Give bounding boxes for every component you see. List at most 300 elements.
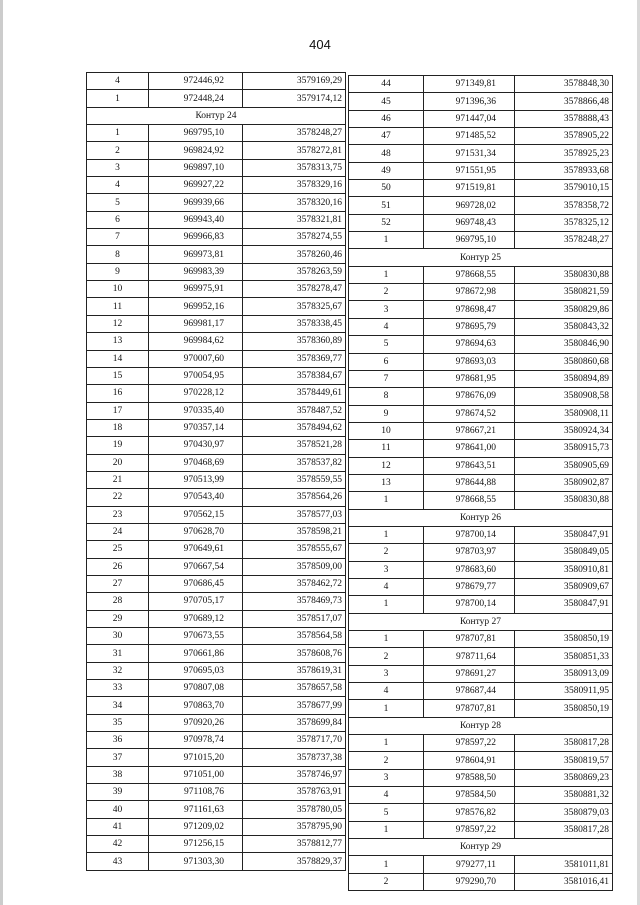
point-number-cell: 2 (87, 142, 149, 159)
y-coordinate-cell: 3578598,21 (243, 523, 346, 540)
table-row (87, 628, 346, 645)
y-coordinate-cell: 3580847,91 (515, 526, 613, 543)
x-coordinate-cell: 971551,95 (424, 162, 515, 179)
x-coordinate-cell: 978695,79 (424, 318, 515, 335)
y-coordinate-cell: 3578325,67 (243, 298, 346, 315)
y-coordinate-cell: 3578384,67 (243, 367, 346, 384)
x-coordinate-cell: 971051,00 (149, 766, 243, 783)
table-row (349, 578, 613, 595)
point-number-cell: 1 (349, 526, 424, 543)
x-coordinate-cell: 969952,16 (149, 298, 243, 315)
y-coordinate-cell: 3578248,27 (515, 232, 613, 249)
point-number-cell: 10 (349, 422, 424, 439)
table-row (87, 610, 346, 627)
table-row (349, 318, 613, 335)
point-number-cell: 44 (349, 76, 424, 93)
y-coordinate-cell: 3578369,77 (243, 350, 346, 367)
point-number-cell: 2 (349, 752, 424, 769)
x-coordinate-cell: 978691,27 (424, 665, 515, 682)
table-row (87, 471, 346, 488)
table-row (87, 246, 346, 263)
table-row (87, 662, 346, 679)
y-coordinate-cell: 3580830,88 (515, 492, 613, 509)
table-row (87, 523, 346, 540)
y-coordinate-cell: 3578699,84 (243, 714, 346, 731)
table-row (349, 526, 613, 543)
y-coordinate-cell: 3578564,26 (243, 489, 346, 506)
point-number-cell: 1 (349, 266, 424, 283)
point-number-cell: 5 (87, 194, 149, 211)
table-row (349, 873, 613, 890)
contour-header-row (87, 107, 346, 124)
table-row (349, 544, 613, 561)
point-number-cell: 42 (87, 836, 149, 853)
y-coordinate-cell: 3578888,43 (515, 110, 613, 127)
table-row (349, 162, 613, 179)
table-row (87, 177, 346, 194)
table-row (87, 125, 346, 142)
point-number-cell: 11 (87, 298, 149, 315)
table-row (349, 631, 613, 648)
point-number-cell: 43 (87, 853, 149, 870)
y-coordinate-cell: 3580905,69 (515, 457, 613, 474)
y-coordinate-cell: 3578848,30 (515, 76, 613, 93)
point-number-cell: 6 (349, 353, 424, 370)
y-coordinate-cell: 3578494,62 (243, 419, 346, 436)
x-coordinate-cell: 970228,12 (149, 385, 243, 402)
contour-header-row (349, 509, 613, 526)
point-number-cell: 3 (87, 159, 149, 176)
x-coordinate-cell: 970335,40 (149, 402, 243, 419)
x-coordinate-cell: 978674,52 (424, 405, 515, 422)
point-number-cell: 41 (87, 818, 149, 835)
coordinates-table-left (86, 72, 346, 871)
point-number-cell: 4 (349, 787, 424, 804)
point-number-cell: 8 (349, 388, 424, 405)
point-number-cell: 4 (349, 578, 424, 595)
x-coordinate-cell: 971015,20 (149, 749, 243, 766)
point-number-cell: 39 (87, 784, 149, 801)
y-coordinate-cell: 3578449,61 (243, 385, 346, 402)
y-coordinate-cell: 3578717,70 (243, 732, 346, 749)
point-number-cell: 4 (87, 177, 149, 194)
y-coordinate-cell: 3580817,28 (515, 735, 613, 752)
y-coordinate-cell: 3578608,76 (243, 645, 346, 662)
y-coordinate-cell: 3578677,99 (243, 697, 346, 714)
table-row (349, 110, 613, 127)
y-coordinate-cell: 3580924,34 (515, 422, 613, 439)
point-number-cell: 51 (349, 197, 424, 214)
table-row (87, 697, 346, 714)
y-coordinate-cell: 3578338,45 (243, 315, 346, 332)
y-coordinate-cell: 3580911,95 (515, 683, 613, 700)
x-coordinate-cell: 970468,69 (149, 454, 243, 471)
table-row (349, 752, 613, 769)
table-row (87, 575, 346, 592)
x-coordinate-cell: 972446,92 (149, 73, 243, 90)
table-row (349, 76, 613, 93)
point-number-cell: 23 (87, 506, 149, 523)
x-coordinate-cell: 978711,64 (424, 648, 515, 665)
point-number-cell: 47 (349, 128, 424, 145)
table-row (87, 194, 346, 211)
point-number-cell: 19 (87, 437, 149, 454)
table-row (87, 784, 346, 801)
table-row (349, 700, 613, 717)
x-coordinate-cell: 969973,81 (149, 246, 243, 263)
point-number-cell: 16 (87, 385, 149, 402)
x-coordinate-cell: 971519,81 (424, 180, 515, 197)
y-coordinate-cell: 3578657,58 (243, 680, 346, 697)
contour-title: Контур 27 (349, 613, 613, 630)
x-coordinate-cell: 970673,55 (149, 628, 243, 645)
point-number-cell: 1 (87, 90, 149, 107)
y-coordinate-cell: 3580847,91 (515, 596, 613, 613)
point-number-cell: 3 (349, 561, 424, 578)
contour-title: Контур 29 (349, 839, 613, 856)
point-number-cell: 21 (87, 471, 149, 488)
point-number-cell: 30 (87, 628, 149, 645)
y-coordinate-cell: 3580851,33 (515, 648, 613, 665)
x-coordinate-cell: 971209,02 (149, 818, 243, 835)
scan-edge-left (0, 0, 3, 905)
coordinates-table-right (348, 75, 613, 891)
table-row (349, 440, 613, 457)
y-coordinate-cell: 3580860,68 (515, 353, 613, 370)
table-row (349, 388, 613, 405)
x-coordinate-cell: 970562,15 (149, 506, 243, 523)
table-row (87, 263, 346, 280)
x-coordinate-cell: 978700,14 (424, 596, 515, 613)
page-number: 404 (309, 37, 331, 52)
point-number-cell: 46 (349, 110, 424, 127)
contour-title: Контур 26 (349, 509, 613, 526)
x-coordinate-cell: 970649,61 (149, 541, 243, 558)
table-row (349, 301, 613, 318)
x-coordinate-cell: 970543,40 (149, 489, 243, 506)
table-row (87, 766, 346, 783)
y-coordinate-cell: 3578278,47 (243, 281, 346, 298)
y-coordinate-cell: 3578555,67 (243, 541, 346, 558)
y-coordinate-cell: 3578517,07 (243, 610, 346, 627)
x-coordinate-cell: 978644,88 (424, 474, 515, 491)
table-row (87, 506, 346, 523)
y-coordinate-cell: 3578933,68 (515, 162, 613, 179)
y-coordinate-cell: 3580915,73 (515, 440, 613, 457)
x-coordinate-cell: 971447,04 (424, 110, 515, 127)
y-coordinate-cell: 3578325,12 (515, 214, 613, 231)
point-number-cell: 37 (87, 749, 149, 766)
point-number-cell: 1 (349, 821, 424, 838)
x-coordinate-cell: 978703,97 (424, 544, 515, 561)
point-number-cell: 34 (87, 697, 149, 714)
y-coordinate-cell: 3581016,41 (515, 873, 613, 890)
y-coordinate-cell: 3578260,46 (243, 246, 346, 263)
point-number-cell: 40 (87, 801, 149, 818)
point-number-cell: 27 (87, 575, 149, 592)
x-coordinate-cell: 969728,02 (424, 197, 515, 214)
table-row (349, 266, 613, 283)
table-row (87, 749, 346, 766)
y-coordinate-cell: 3578905,22 (515, 128, 613, 145)
table-row (349, 856, 613, 873)
y-coordinate-cell: 3578358,72 (515, 197, 613, 214)
point-number-cell: 48 (349, 145, 424, 162)
contour-header-row (349, 717, 613, 734)
point-number-cell: 1 (349, 856, 424, 873)
x-coordinate-cell: 969943,40 (149, 211, 243, 228)
y-coordinate-cell: 3578812,77 (243, 836, 346, 853)
x-coordinate-cell: 972448,24 (149, 90, 243, 107)
point-number-cell: 29 (87, 610, 149, 627)
table-row (349, 769, 613, 786)
y-coordinate-cell: 3580846,90 (515, 336, 613, 353)
table-row (87, 437, 346, 454)
table-row (349, 405, 613, 422)
y-coordinate-cell: 3578564,58 (243, 628, 346, 645)
table-row (87, 159, 346, 176)
table-row (349, 492, 613, 509)
y-coordinate-cell: 3578763,91 (243, 784, 346, 801)
x-coordinate-cell: 978694,63 (424, 336, 515, 353)
x-coordinate-cell: 978604,91 (424, 752, 515, 769)
point-number-cell: 38 (87, 766, 149, 783)
table-row (87, 333, 346, 350)
point-number-cell: 4 (349, 683, 424, 700)
point-number-cell: 14 (87, 350, 149, 367)
y-coordinate-cell: 3578780,05 (243, 801, 346, 818)
point-number-cell: 12 (349, 457, 424, 474)
y-coordinate-cell: 3578487,52 (243, 402, 346, 419)
y-coordinate-cell: 3580879,03 (515, 804, 613, 821)
y-coordinate-cell: 3580902,87 (515, 474, 613, 491)
point-number-cell: 3 (349, 665, 424, 682)
y-coordinate-cell: 3578462,72 (243, 575, 346, 592)
x-coordinate-cell: 979277,11 (424, 856, 515, 873)
y-coordinate-cell: 3580881,32 (515, 787, 613, 804)
table-row (349, 821, 613, 838)
point-number-cell: 7 (87, 229, 149, 246)
point-number-cell: 1 (349, 700, 424, 717)
x-coordinate-cell: 978698,47 (424, 301, 515, 318)
y-coordinate-cell: 3578469,73 (243, 593, 346, 610)
point-number-cell: 9 (349, 405, 424, 422)
table-row (87, 402, 346, 419)
point-number-cell: 5 (349, 804, 424, 821)
table-row (87, 732, 346, 749)
x-coordinate-cell: 978681,95 (424, 370, 515, 387)
contour-title: Контур 24 (87, 107, 346, 124)
point-number-cell: 2 (349, 284, 424, 301)
contour-header-row (349, 613, 613, 630)
point-number-cell: 45 (349, 93, 424, 110)
point-number-cell: 20 (87, 454, 149, 471)
table-row (87, 853, 346, 870)
x-coordinate-cell: 969795,10 (424, 232, 515, 249)
contour-header-row (349, 839, 613, 856)
x-coordinate-cell: 970628,70 (149, 523, 243, 540)
point-number-cell: 1 (349, 232, 424, 249)
coordinates-table-left-body (87, 73, 346, 871)
point-number-cell: 25 (87, 541, 149, 558)
x-coordinate-cell: 978584,50 (424, 787, 515, 804)
table-row (87, 836, 346, 853)
x-coordinate-cell: 971349,81 (424, 76, 515, 93)
y-coordinate-cell: 3578746,97 (243, 766, 346, 783)
x-coordinate-cell: 970705,17 (149, 593, 243, 610)
x-coordinate-cell: 978643,51 (424, 457, 515, 474)
y-coordinate-cell: 3580849,05 (515, 544, 613, 561)
point-number-cell: 12 (87, 315, 149, 332)
x-coordinate-cell: 970807,08 (149, 680, 243, 697)
point-number-cell: 1 (87, 125, 149, 142)
x-coordinate-cell: 970513,99 (149, 471, 243, 488)
table-row (349, 457, 613, 474)
table-row (87, 142, 346, 159)
table-row (349, 128, 613, 145)
x-coordinate-cell: 969983,39 (149, 263, 243, 280)
table-row (87, 73, 346, 90)
x-coordinate-cell: 969966,83 (149, 229, 243, 246)
x-coordinate-cell: 978588,50 (424, 769, 515, 786)
x-coordinate-cell: 969897,10 (149, 159, 243, 176)
x-coordinate-cell: 970357,14 (149, 419, 243, 436)
y-coordinate-cell: 3578829,37 (243, 853, 346, 870)
table-row (87, 680, 346, 697)
contour-header-row (349, 249, 613, 266)
x-coordinate-cell: 971108,76 (149, 784, 243, 801)
table-row (349, 735, 613, 752)
table-row (349, 353, 613, 370)
table-row (87, 489, 346, 506)
y-coordinate-cell: 3578577,03 (243, 506, 346, 523)
point-number-cell: 7 (349, 370, 424, 387)
x-coordinate-cell: 969975,91 (149, 281, 243, 298)
x-coordinate-cell: 969984,62 (149, 333, 243, 350)
table-row (87, 229, 346, 246)
point-number-cell: 10 (87, 281, 149, 298)
point-number-cell: 3 (349, 301, 424, 318)
y-coordinate-cell: 3578866,48 (515, 93, 613, 110)
x-coordinate-cell: 970863,70 (149, 697, 243, 714)
table-row (87, 645, 346, 662)
y-coordinate-cell: 3580850,19 (515, 700, 613, 717)
table-row (87, 801, 346, 818)
point-number-cell: 8 (87, 246, 149, 263)
x-coordinate-cell: 978641,00 (424, 440, 515, 457)
x-coordinate-cell: 978597,22 (424, 821, 515, 838)
table-row (349, 804, 613, 821)
x-coordinate-cell: 970430,97 (149, 437, 243, 454)
x-coordinate-cell: 978679,77 (424, 578, 515, 595)
x-coordinate-cell: 970054,95 (149, 367, 243, 384)
point-number-cell: 1 (349, 735, 424, 752)
table-row (87, 367, 346, 384)
point-number-cell: 5 (349, 336, 424, 353)
x-coordinate-cell: 971396,36 (424, 93, 515, 110)
x-coordinate-cell: 978676,09 (424, 388, 515, 405)
y-coordinate-cell: 3580908,58 (515, 388, 613, 405)
point-number-cell: 1 (349, 631, 424, 648)
x-coordinate-cell: 978707,81 (424, 700, 515, 717)
table-row (349, 787, 613, 804)
y-coordinate-cell: 3578559,55 (243, 471, 346, 488)
point-number-cell: 6 (87, 211, 149, 228)
y-coordinate-cell: 3578329,16 (243, 177, 346, 194)
y-coordinate-cell: 3578360,89 (243, 333, 346, 350)
point-number-cell: 26 (87, 558, 149, 575)
x-coordinate-cell: 978683,60 (424, 561, 515, 578)
y-coordinate-cell: 3580830,88 (515, 266, 613, 283)
table-row (349, 284, 613, 301)
y-coordinate-cell: 3580817,28 (515, 821, 613, 838)
table-row (349, 665, 613, 682)
table-row (87, 419, 346, 436)
x-coordinate-cell: 969748,43 (424, 214, 515, 231)
y-coordinate-cell: 3578272,81 (243, 142, 346, 159)
table-row (87, 90, 346, 107)
table-row (349, 336, 613, 353)
point-number-cell: 17 (87, 402, 149, 419)
y-coordinate-cell: 3578321,81 (243, 211, 346, 228)
point-number-cell: 15 (87, 367, 149, 384)
point-number-cell: 36 (87, 732, 149, 749)
x-coordinate-cell: 971161,63 (149, 801, 243, 818)
x-coordinate-cell: 969981,17 (149, 315, 243, 332)
point-number-cell: 33 (87, 680, 149, 697)
y-coordinate-cell: 3580913,09 (515, 665, 613, 682)
x-coordinate-cell: 978700,14 (424, 526, 515, 543)
x-coordinate-cell: 971485,52 (424, 128, 515, 145)
table-row (349, 214, 613, 231)
contour-title: Контур 28 (349, 717, 613, 734)
point-number-cell: 3 (349, 769, 424, 786)
y-coordinate-cell: 3579169,29 (243, 73, 346, 90)
point-number-cell: 24 (87, 523, 149, 540)
table-row (87, 281, 346, 298)
x-coordinate-cell: 978668,55 (424, 266, 515, 283)
point-number-cell: 1 (349, 596, 424, 613)
x-coordinate-cell: 978576,82 (424, 804, 515, 821)
y-coordinate-cell: 3580910,81 (515, 561, 613, 578)
table-row (349, 422, 613, 439)
table-row (349, 93, 613, 110)
y-coordinate-cell: 3580829,86 (515, 301, 613, 318)
x-coordinate-cell: 978687,44 (424, 683, 515, 700)
y-coordinate-cell: 3578521,28 (243, 437, 346, 454)
point-number-cell: 32 (87, 662, 149, 679)
y-coordinate-cell: 3580821,59 (515, 284, 613, 301)
y-coordinate-cell: 3580819,57 (515, 752, 613, 769)
table-row (349, 474, 613, 491)
x-coordinate-cell: 970661,86 (149, 645, 243, 662)
y-coordinate-cell: 3578313,75 (243, 159, 346, 176)
x-coordinate-cell: 971531,34 (424, 145, 515, 162)
table-row (87, 714, 346, 731)
x-coordinate-cell: 978693,03 (424, 353, 515, 370)
point-number-cell: 35 (87, 714, 149, 731)
y-coordinate-cell: 3580909,67 (515, 578, 613, 595)
point-number-cell: 52 (349, 214, 424, 231)
y-coordinate-cell: 3578925,23 (515, 145, 613, 162)
table-row (349, 180, 613, 197)
table-row (349, 232, 613, 249)
x-coordinate-cell: 970689,12 (149, 610, 243, 627)
point-number-cell: 2 (349, 873, 424, 890)
coordinates-table-right-body (349, 76, 613, 891)
y-coordinate-cell: 3580908,11 (515, 405, 613, 422)
y-coordinate-cell: 3579010,15 (515, 180, 613, 197)
